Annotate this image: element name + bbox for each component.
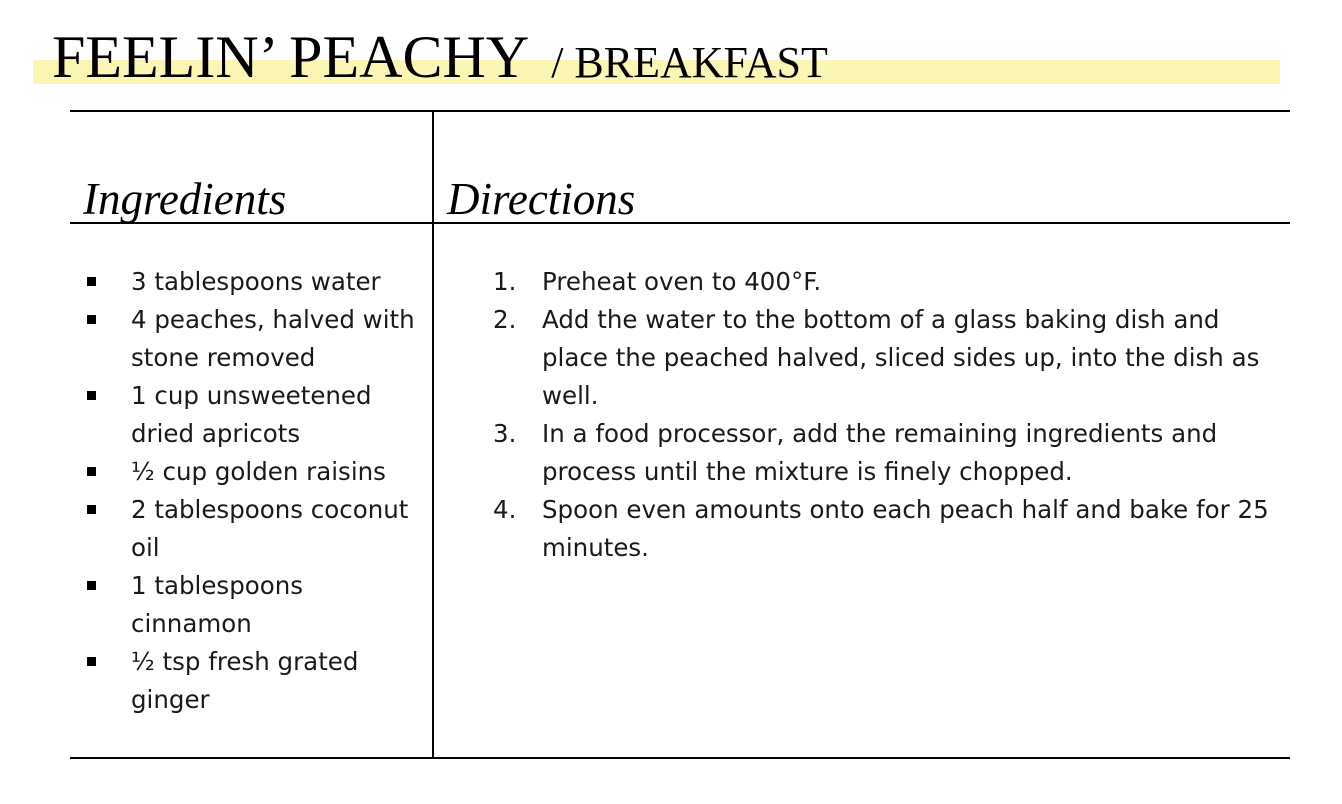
step-number: 4. xyxy=(493,495,517,524)
direction-step xyxy=(493,263,1273,301)
direction-step xyxy=(493,301,1273,415)
list-item xyxy=(86,301,426,377)
table-bottom-rule xyxy=(70,757,1290,759)
list-item xyxy=(86,567,426,643)
square-bullet-icon xyxy=(87,391,96,400)
step-text: Add the water to the bottom of a glass baking dish and place the peached halved, sliced sides up, into the dish as well. xyxy=(542,305,1260,410)
ingredient-text: 1 tablespoons cinnamon xyxy=(131,571,304,638)
column-divider xyxy=(432,111,434,759)
directions-list xyxy=(493,263,1273,567)
step-number: 1. xyxy=(493,267,517,296)
direction-step xyxy=(493,415,1273,491)
ingredient-text: ½ tsp fresh grated ginger xyxy=(131,647,359,714)
ingredients-heading: Ingredients xyxy=(83,174,287,224)
recipe-category: / BREAKFAST xyxy=(551,38,828,87)
list-item xyxy=(86,453,426,491)
square-bullet-icon xyxy=(87,315,96,324)
ingredient-text: 4 peaches, halved with stone removed xyxy=(131,305,415,372)
list-item xyxy=(86,491,426,567)
list-item xyxy=(86,643,426,719)
ingredients-list xyxy=(86,263,426,719)
table-top-rule xyxy=(70,110,1290,112)
square-bullet-icon xyxy=(87,581,96,590)
list-item xyxy=(86,377,426,453)
directions-heading: Directions xyxy=(447,174,636,224)
step-text: Spoon even amounts onto each peach half and bake for 25 minutes. xyxy=(542,495,1269,562)
square-bullet-icon xyxy=(87,657,96,666)
square-bullet-icon xyxy=(87,277,96,286)
ingredient-text: 2 tablespoons coconut oil xyxy=(131,495,409,562)
step-number: 3. xyxy=(493,419,517,448)
step-text: In a food processor, add the remaining ingredients and process until the mixture is finely chopped. xyxy=(542,419,1218,486)
direction-step xyxy=(493,491,1273,567)
ingredient-text: ½ cup golden raisins xyxy=(131,457,386,486)
list-item xyxy=(86,263,426,301)
ingredient-text: 1 cup unsweetened dried apricots xyxy=(131,381,372,448)
step-number: 2. xyxy=(493,305,517,334)
step-text: Preheat oven to 400°F. xyxy=(542,267,822,296)
ingredient-text: 3 tablespoons water xyxy=(131,267,381,296)
page-title xyxy=(52,22,828,92)
recipe-title: FEELIN’ PEACHY xyxy=(52,24,530,90)
square-bullet-icon xyxy=(87,505,96,514)
square-bullet-icon xyxy=(87,467,96,476)
